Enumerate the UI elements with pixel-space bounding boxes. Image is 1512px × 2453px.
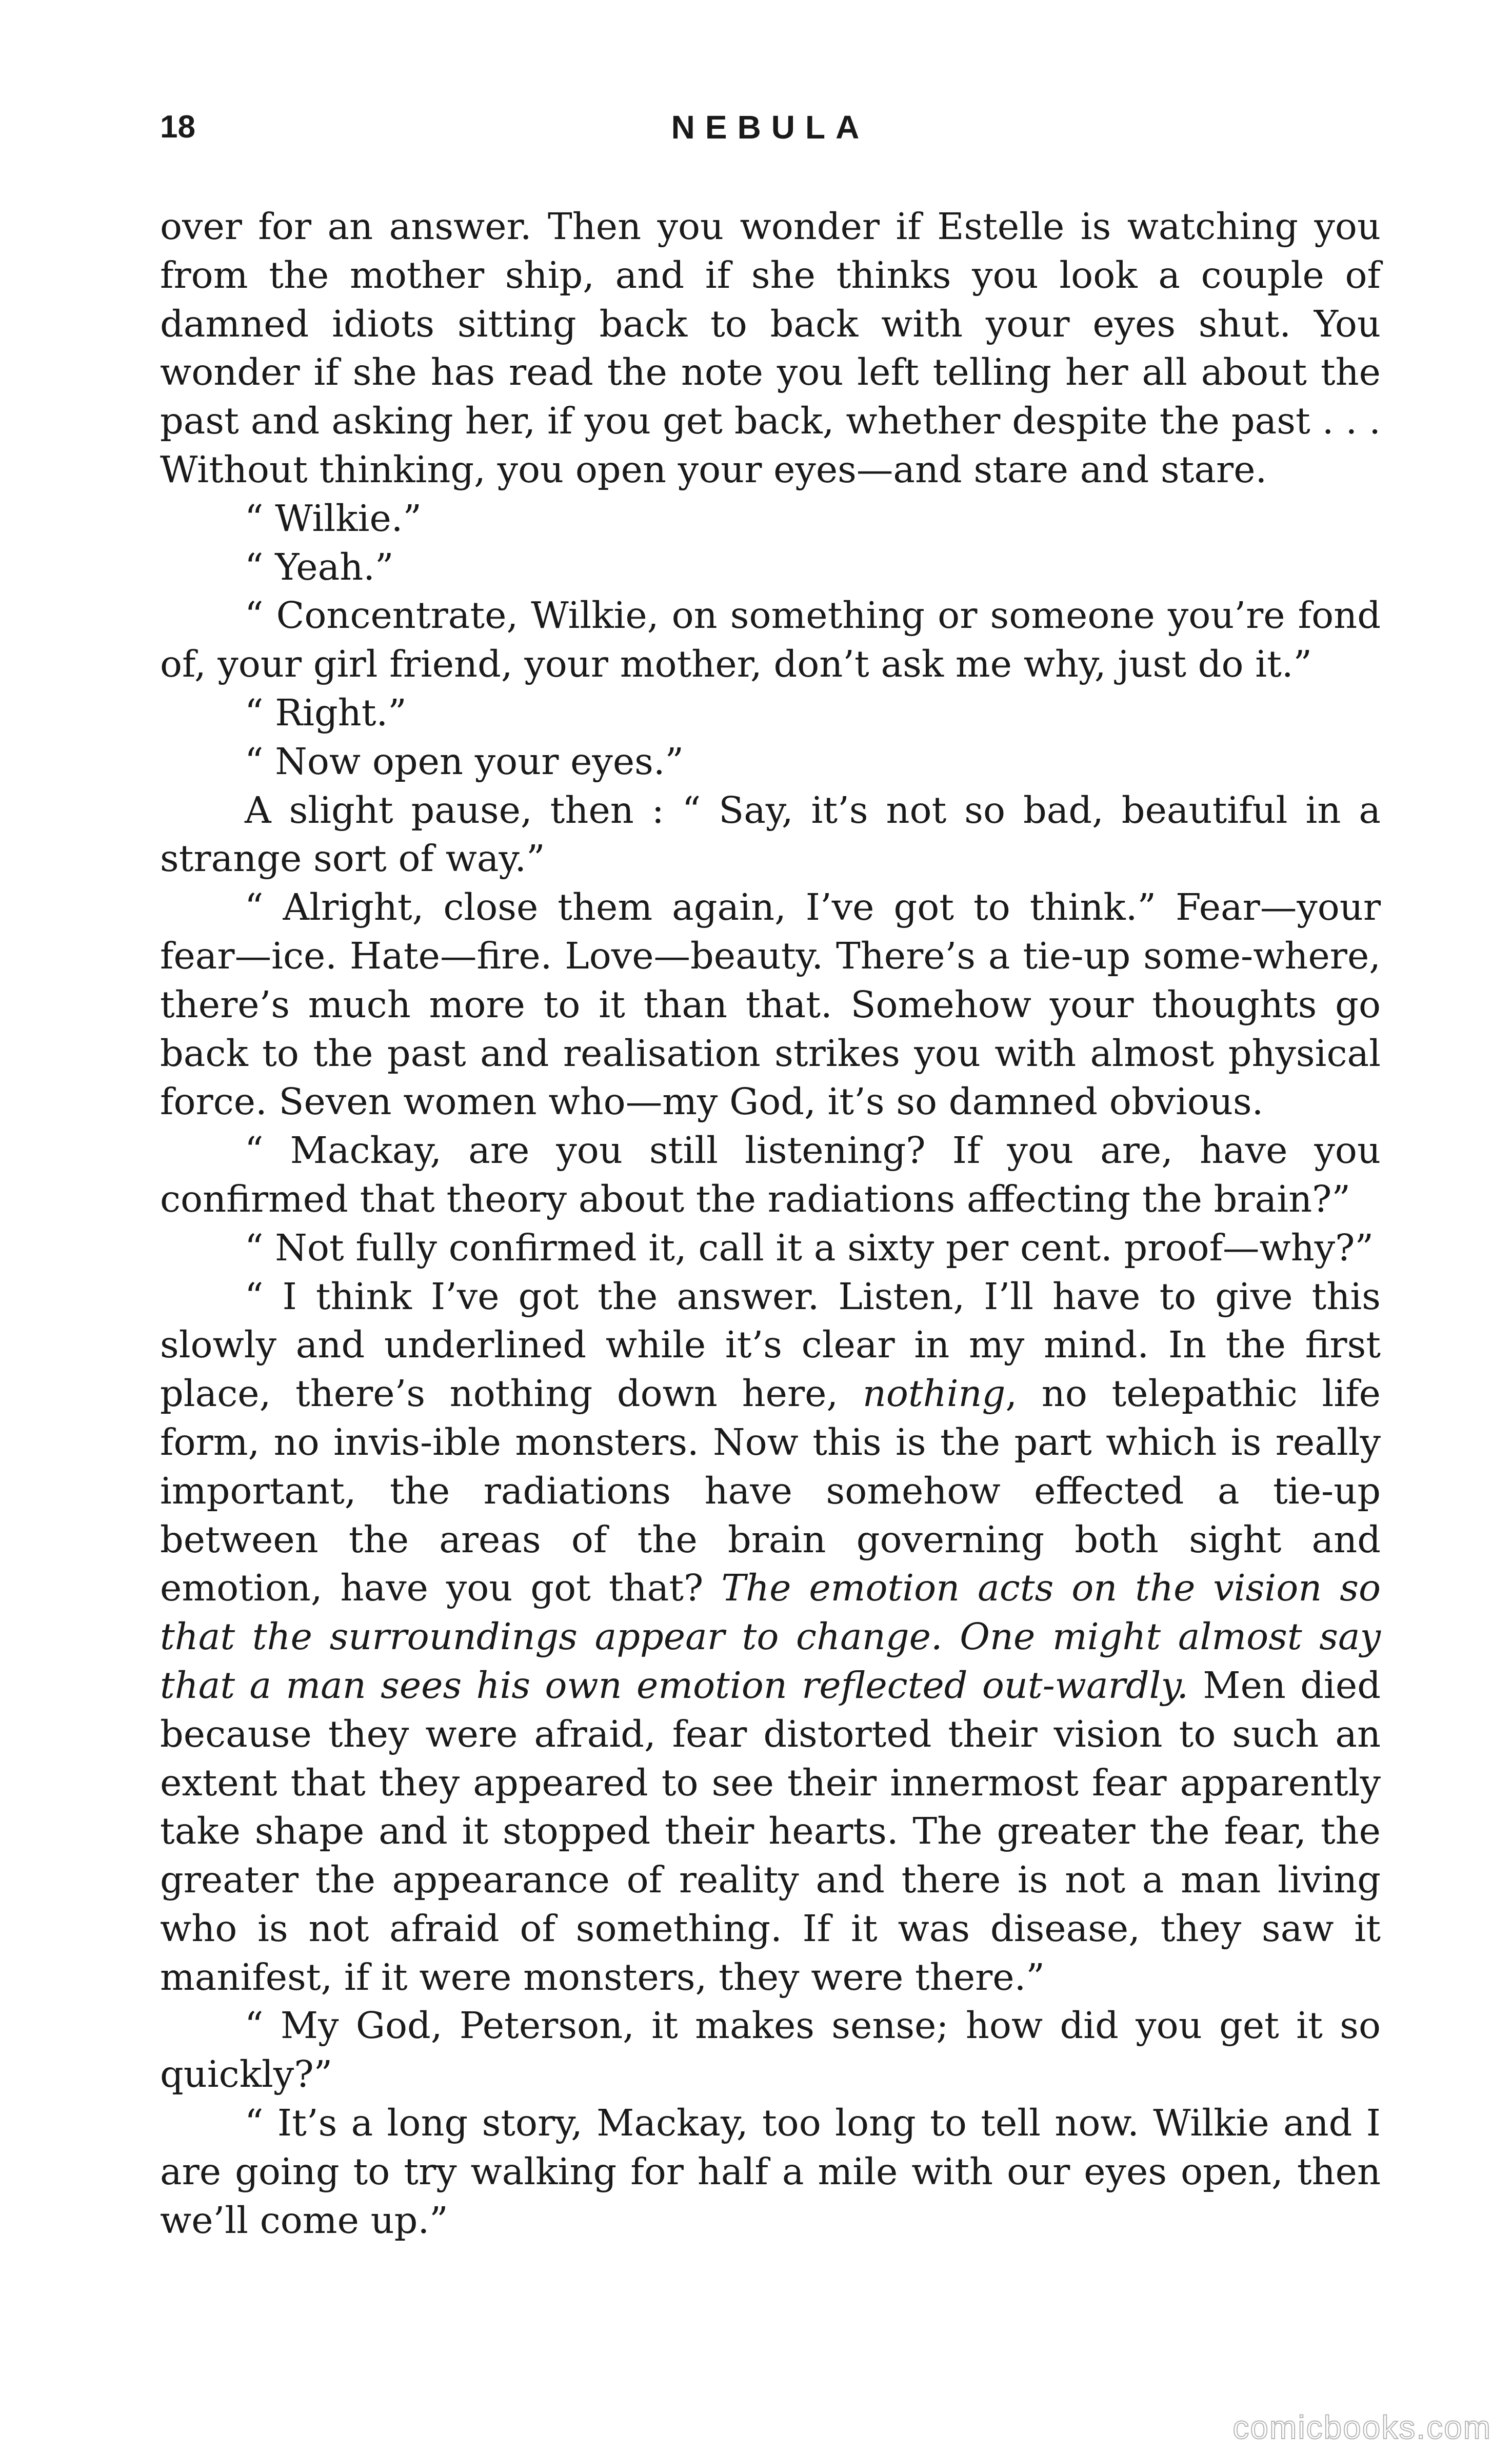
paragraph-text: “ Wilkie.” xyxy=(245,497,422,540)
paragraph xyxy=(160,494,1381,543)
paragraph-text: Men died because they were afraid, fear distorted their vision to such an extent that they appeared to see their innermost fear apparently take shape and it stopped their hearts. The greater the fear, the greater the appearance of reality and there is not a man living who is not afraid of something. If it was disease, they saw it manifest, if it were monsters, they were there.” xyxy=(160,1664,1381,1999)
body-text xyxy=(160,203,1381,2245)
page-header xyxy=(160,107,1381,153)
paragraph-text: “ Yeah.” xyxy=(245,545,394,588)
paragraph xyxy=(160,1273,1381,2002)
paragraph-text: “ I think I’ve got the answer. Listen, I’ll have to give this slowly and underlined while it’s clear in my mind. In the first place, there’s nothing down here, xyxy=(160,1275,1381,1415)
paragraph xyxy=(160,689,1381,738)
italic-text: The emotion acts on the vision so that the surroundings appear to change. One might almost say that a man sees his own emotion reflected out-wardly. xyxy=(160,1567,1381,1707)
paragraph-text: “ Now open your eyes.” xyxy=(245,740,684,783)
watermark-logo: comicbooks.com xyxy=(1232,2409,1491,2446)
paragraph xyxy=(160,786,1381,884)
paragraph xyxy=(160,2099,1381,2245)
paragraph-text: over for an answer. Then you wonder if Estelle is watching you from the mother ship, and if she thinks you look a couple of damned idiots sitting back to back with your eyes shut. You wonder if she has read the note you left telling her all about the past and asking her, if you get back, whether despite the past . . . Without thinking, you open your eyes—and stare and stare. xyxy=(160,205,1381,491)
paragraph xyxy=(160,738,1381,786)
paragraph-text: “ It’s a long story, Mackay, too long to tell now. Wilkie and I are going to try walking for half a mile with our eyes open, then we’ll come up.” xyxy=(160,2102,1381,2242)
paragraph-text: “ Mackay, are you still listening? If you are, have you confirmed that theory about the radiations affecting the brain?” xyxy=(160,1129,1381,1220)
paragraph xyxy=(160,543,1381,592)
paragraph-text: A slight pause, then : “ Say, it’s not so bad, beautiful in a strange sort of way.” xyxy=(160,788,1381,880)
paragraph xyxy=(160,2002,1381,2099)
paragraph-text: “ My God, Peterson, it makes sense; how did you get it so quickly?” xyxy=(160,2004,1381,2096)
paragraph-text: “ Not fully confirmed it, call it a sixty per cent. proof—why?” xyxy=(245,1226,1374,1269)
paragraph xyxy=(160,1126,1381,1224)
paragraph-text: “ Alright, close them again, I’ve got to think.” Fear—your fear—ice. Hate—fire. Love—beauty. There’s a tie-up some-where, there’s much more to it than that. Somehow your thoughts go back to the past and realisation strikes you with almost physical force. Seven women who—my God, it’s so damned obvious. xyxy=(160,886,1381,1123)
paragraph xyxy=(160,883,1381,1126)
paragraph-text: , no telepathic life form, no invis-ible monsters. Now this is the part which is really important, the radiations have somehow effected a tie-up between the areas of the brain governing both sight and emotion, have you got that? xyxy=(160,1372,1381,1610)
page-number: 18 xyxy=(160,109,195,145)
paragraph-text: “ Concentrate, Wilkie, on something or someone you’re fond of, your girl friend, your mother, don’t ask me why, just do it.” xyxy=(160,594,1381,686)
paragraph xyxy=(160,203,1381,494)
italic-text: nothing xyxy=(862,1372,1006,1415)
running-title: NEBULA xyxy=(671,109,870,146)
paragraph xyxy=(160,1224,1381,1273)
paragraph xyxy=(160,591,1381,689)
paragraph-text: “ Right.” xyxy=(245,691,407,734)
